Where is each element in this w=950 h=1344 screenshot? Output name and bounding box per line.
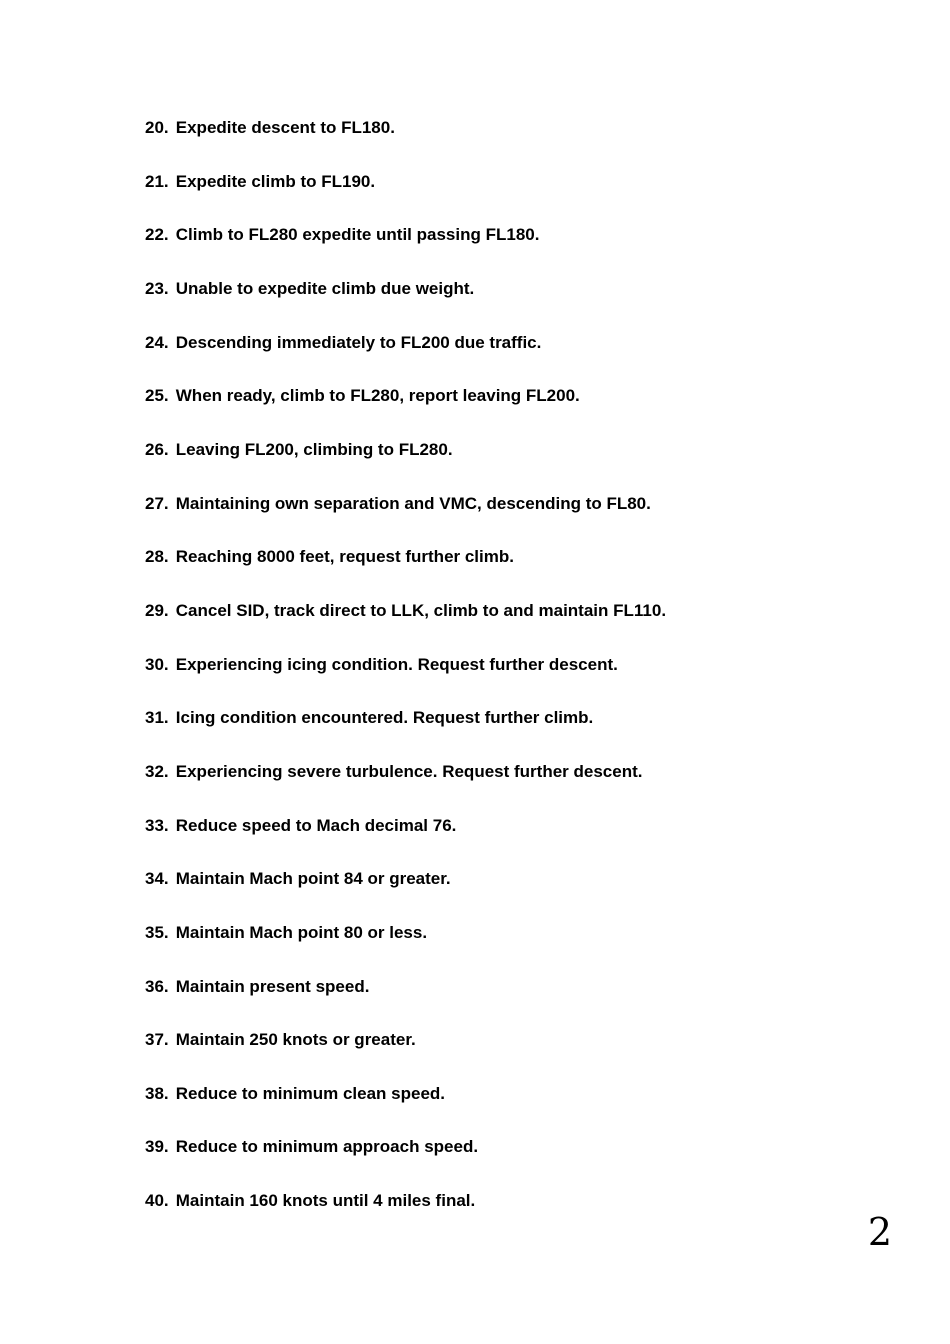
item-number: 36. <box>145 976 169 996</box>
item-number: 21. <box>145 171 169 191</box>
item-number: 22. <box>145 225 169 245</box>
item-text: Unable to expedite climb due weight. <box>175 278 475 298</box>
item-text: Climb to FL280 expedite until passing FL180. <box>175 225 540 245</box>
item-text: Descending immediately to FL200 due traffic. <box>175 332 542 352</box>
item-text: Experiencing icing condition. Request further descent. <box>175 654 618 674</box>
list-item <box>145 1174 890 1228</box>
item-text: Reduce to minimum clean speed. <box>175 1083 446 1103</box>
list-item <box>145 262 890 316</box>
list-item <box>145 155 890 209</box>
list-item <box>145 477 890 531</box>
item-number: 20. <box>145 118 169 137</box>
item-text: Reduce speed to Mach decimal 76. <box>175 815 457 835</box>
item-text: Icing condition encountered. Request further climb. <box>175 708 594 728</box>
list-item <box>145 1120 890 1174</box>
page-number: 2 <box>867 1210 892 1254</box>
list-item <box>145 1013 890 1067</box>
item-number: 27. <box>145 493 169 513</box>
item-number: 40. <box>145 1191 169 1211</box>
list-item <box>145 960 890 1014</box>
phraseology-list <box>145 101 890 1228</box>
item-number: 29. <box>145 600 169 620</box>
item-number: 25. <box>145 386 169 406</box>
item-number: 31. <box>145 708 169 728</box>
item-number: 35. <box>145 922 169 942</box>
item-text: Maintaining own separation and VMC, descending to FL80. <box>175 493 651 513</box>
list-item <box>145 638 890 692</box>
item-number: 23. <box>145 278 169 298</box>
item-number: 33. <box>145 815 169 835</box>
item-number: 24. <box>145 332 169 352</box>
item-number: 26. <box>145 439 169 459</box>
item-number: 38. <box>145 1083 169 1103</box>
list-item <box>145 906 890 960</box>
list-item <box>145 745 890 799</box>
list-item <box>145 799 890 853</box>
item-text: Cancel SID, track direct to LLK, climb to and maintain FL110. <box>175 600 667 620</box>
item-text: Maintain Mach point 84 or greater. <box>175 869 451 889</box>
list-item <box>145 530 890 584</box>
list-item <box>145 423 890 477</box>
list-item <box>145 1067 890 1121</box>
item-text: Reaching 8000 feet, request further climb. <box>175 547 514 567</box>
item-number: 34. <box>145 869 169 889</box>
list-item <box>145 208 890 262</box>
item-text: Expedite climb to FL190. <box>175 171 376 191</box>
item-number: 28. <box>145 547 169 567</box>
item-text: Maintain Mach point 80 or less. <box>175 922 428 942</box>
item-text: Leaving FL200, climbing to FL280. <box>175 439 453 459</box>
list-item <box>145 369 890 423</box>
item-number: 39. <box>145 1137 169 1157</box>
item-text: Maintain present speed. <box>175 976 370 996</box>
item-text: When ready, climb to FL280, report leaving FL200. <box>175 386 580 406</box>
list-item <box>145 584 890 638</box>
item-number: 30. <box>145 654 169 674</box>
item-text: Expedite descent to FL180. <box>175 118 395 137</box>
item-text: Maintain 160 knots until 4 miles final. <box>175 1191 476 1211</box>
item-text: Reduce to minimum approach speed. <box>175 1137 479 1157</box>
item-text: Maintain 250 knots or greater. <box>175 1030 416 1050</box>
list-item <box>145 101 890 155</box>
list-item <box>145 316 890 370</box>
item-text: Experiencing severe turbulence. Request further descent. <box>175 761 643 781</box>
list-item <box>145 691 890 745</box>
list-item <box>145 852 890 906</box>
item-number: 32. <box>145 761 169 781</box>
item-number: 37. <box>145 1030 169 1050</box>
